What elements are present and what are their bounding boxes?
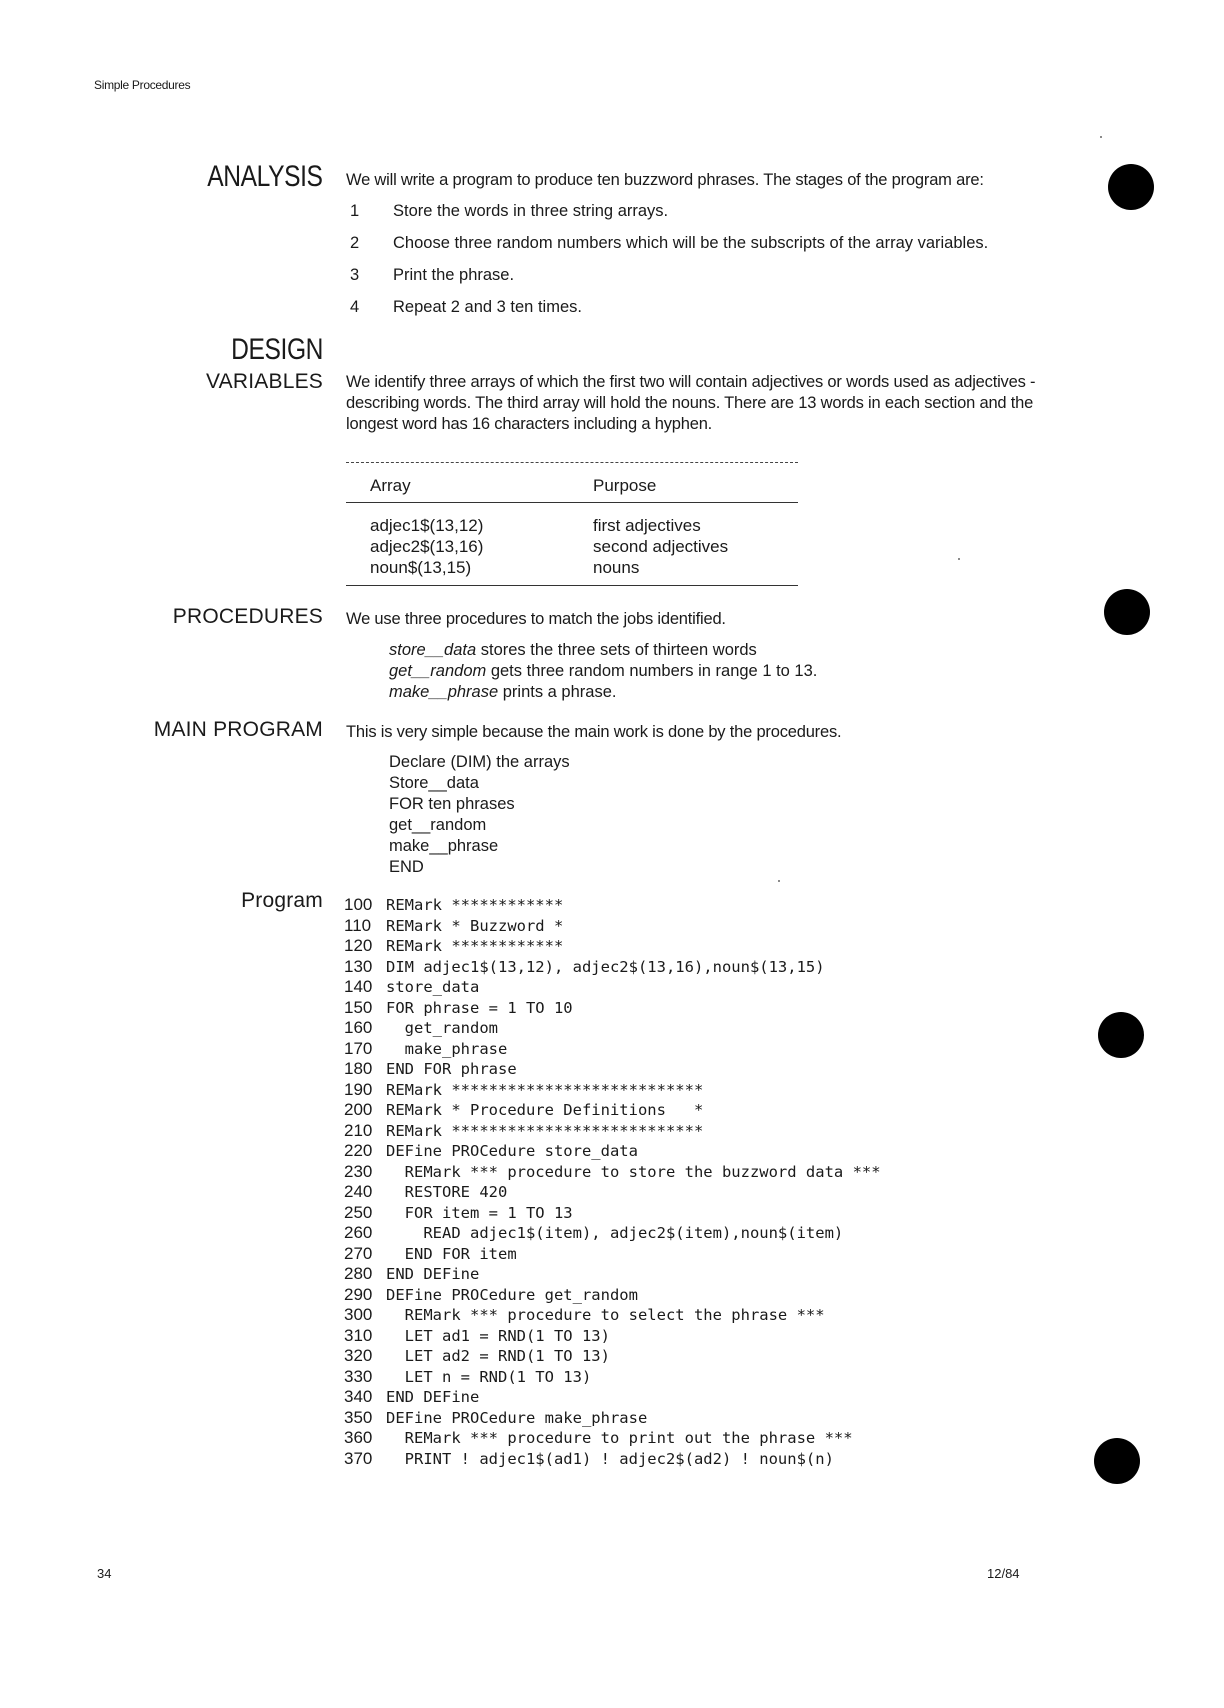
binder-hole	[1098, 1012, 1144, 1058]
speck	[958, 558, 960, 560]
code-line	[344, 1326, 881, 1347]
line-number: 370	[344, 1448, 373, 1468]
line-code: REMark * Procedure Definitions *	[386, 1101, 704, 1119]
line-number: 110	[344, 915, 372, 935]
line-number: 310	[344, 1325, 373, 1345]
code-line	[344, 1305, 881, 1326]
list-item: Declare (DIM) the arrays	[389, 753, 570, 771]
list-item: get__random	[389, 816, 487, 834]
code-line	[344, 1387, 881, 1408]
code-line	[344, 1408, 881, 1429]
line-code: store_data	[386, 978, 480, 996]
line-number: 280	[344, 1264, 373, 1283]
list-item: FOR ten phrases	[389, 795, 515, 813]
line-number: 200	[344, 1100, 373, 1119]
code-line	[344, 1182, 881, 1203]
line-code: REMark ***************************	[386, 1080, 704, 1099]
variables-table	[346, 462, 798, 586]
program-listing	[344, 895, 881, 1469]
line-code: END DEFine	[386, 1388, 480, 1406]
code-line	[344, 1059, 881, 1080]
code-line	[344, 1039, 881, 1060]
line-code: DEFine PROCedure get_random	[386, 1285, 638, 1304]
line-number: 120	[344, 936, 373, 955]
variables-heading: VARIABLES	[206, 370, 323, 393]
line-code: REMark *** procedure to print out the phrase ***	[386, 1429, 853, 1447]
code-line	[344, 1449, 881, 1470]
line-code: REMark *** procedure to store the buzzword data ***	[386, 1162, 881, 1181]
code-line	[344, 1018, 881, 1039]
line-code: REMark ************	[386, 896, 564, 914]
table-header-array: Array	[370, 476, 411, 495]
table-header-purpose: Purpose	[593, 476, 657, 495]
code-line	[344, 1100, 881, 1121]
line-code: make_phrase	[386, 1039, 508, 1058]
line-number: 260	[344, 1223, 373, 1242]
line-number: 230	[344, 1161, 373, 1181]
line-code: get_random	[386, 1019, 498, 1037]
line-number: 350	[344, 1407, 373, 1427]
line-code: DIM adjec1$(13,12), adjec2$(13,16),noun$(13,15)	[386, 957, 825, 976]
code-line	[344, 1162, 881, 1183]
line-number: 180	[344, 1059, 373, 1078]
code-line	[344, 1203, 881, 1224]
line-number: 290	[344, 1284, 373, 1304]
main-program-outline	[389, 752, 570, 878]
date-code: 12/84	[987, 1566, 1020, 1581]
code-line	[344, 916, 881, 937]
binder-hole	[1104, 589, 1150, 635]
code-line	[344, 1428, 881, 1449]
code-line	[344, 998, 881, 1019]
code-line	[344, 895, 881, 916]
line-code: REMark *** procedure to select the phrase ***	[386, 1306, 825, 1324]
line-number: 320	[344, 1346, 373, 1365]
line-code: PRINT ! adjec1$(ad1) ! adjec2$(ad2) ! noun$(n)	[386, 1449, 834, 1468]
line-number: 100	[344, 895, 373, 914]
line-code: REMark * Buzzword *	[386, 916, 564, 935]
line-number: 130	[344, 956, 373, 976]
list-item: make__phrase prints a phrase.	[389, 683, 617, 701]
speck	[778, 880, 780, 882]
line-code: LET ad1 = RND(1 TO 13)	[386, 1326, 610, 1345]
code-line	[344, 1080, 881, 1101]
list-item: END	[389, 858, 424, 876]
table-row: adjec1$(13,12) first adjectives	[370, 516, 701, 535]
line-code: END FOR item	[386, 1244, 517, 1263]
table-top-rule	[346, 462, 798, 463]
list-item: store__data stores the three sets of thirteen words	[389, 641, 757, 659]
code-line	[344, 1244, 881, 1265]
table-bottom-rule	[346, 585, 798, 586]
line-number: 190	[344, 1079, 373, 1099]
line-code: RESTORE 420	[386, 1183, 508, 1201]
line-number: 340	[344, 1387, 373, 1406]
line-code: REMark ************	[386, 937, 564, 955]
code-line	[344, 957, 881, 978]
binder-hole	[1094, 1438, 1140, 1484]
line-code: REMark ***************************	[386, 1121, 704, 1140]
line-number: 170	[344, 1038, 373, 1058]
line-number: 250	[344, 1202, 373, 1222]
code-line	[344, 1264, 881, 1285]
table-header-rule	[346, 502, 798, 503]
variables-text: We identify three arrays of which the first two will contain adjectives or words used as adjectives - describing words. The third array will hold the nouns. There are 13 words in each section and the longest word has 16 characters including a hyphen.	[346, 373, 1036, 433]
page-number: 34	[97, 1566, 112, 1581]
line-code: DEFine PROCedure make_phrase	[386, 1408, 648, 1427]
speck	[1100, 136, 1102, 138]
line-code: LET ad2 = RND(1 TO 13)	[386, 1347, 610, 1365]
line-number: 240	[344, 1182, 373, 1201]
code-line	[344, 1346, 881, 1367]
line-number: 160	[344, 1018, 373, 1037]
code-line	[344, 1121, 881, 1142]
procedures-heading: PROCEDURES	[172, 605, 323, 628]
analysis-intro: We will write a program to produce ten buzzword phrases. The stages of the program are:	[346, 171, 984, 189]
code-line	[344, 936, 881, 957]
line-code: READ adjec1$(item), adjec2$(item),noun$(item)	[386, 1224, 844, 1242]
line-code: FOR phrase = 1 TO 10	[386, 998, 573, 1017]
main-program-intro: This is very simple because the main work is done by the procedures.	[346, 723, 842, 741]
program-heading: Program	[241, 889, 323, 912]
line-code: END DEFine	[386, 1265, 480, 1283]
list-item: get__random gets three random numbers in range 1 to 13.	[389, 662, 818, 680]
line-number: 330	[344, 1366, 373, 1386]
main-program-heading: MAIN PROGRAM	[153, 718, 323, 741]
code-line	[344, 977, 881, 998]
line-number: 210	[344, 1120, 373, 1140]
line-code: END FOR phrase	[386, 1060, 517, 1078]
code-line	[344, 1223, 881, 1244]
table-row: adjec2$(13,16) second adjectives	[370, 537, 729, 556]
line-number: 150	[344, 997, 373, 1017]
list-item: Store__data	[389, 774, 479, 792]
line-number: 220	[344, 1141, 373, 1160]
binder-hole	[1108, 164, 1154, 210]
line-number: 360	[344, 1428, 373, 1447]
procedures-intro: We use three procedures to match the jobs identified.	[346, 610, 726, 628]
analysis-heading: ANALYSIS	[207, 160, 323, 193]
running-head: Simple Procedures	[94, 78, 191, 92]
code-line	[344, 1141, 881, 1162]
code-line	[344, 1285, 881, 1306]
line-code: DEFine PROCedure store_data	[386, 1142, 638, 1160]
line-number: 300	[344, 1305, 373, 1324]
code-line	[344, 1367, 881, 1388]
list-item: make__phrase	[389, 837, 499, 855]
line-number: 270	[344, 1243, 373, 1263]
line-code: LET n = RND(1 TO 13)	[386, 1367, 592, 1386]
table-row: noun$(13,15) nouns	[370, 558, 640, 577]
procedures-list	[389, 640, 817, 703]
line-number: 140	[344, 977, 373, 996]
design-heading: DESIGN	[231, 333, 323, 366]
line-code: FOR item = 1 TO 13	[386, 1203, 573, 1222]
